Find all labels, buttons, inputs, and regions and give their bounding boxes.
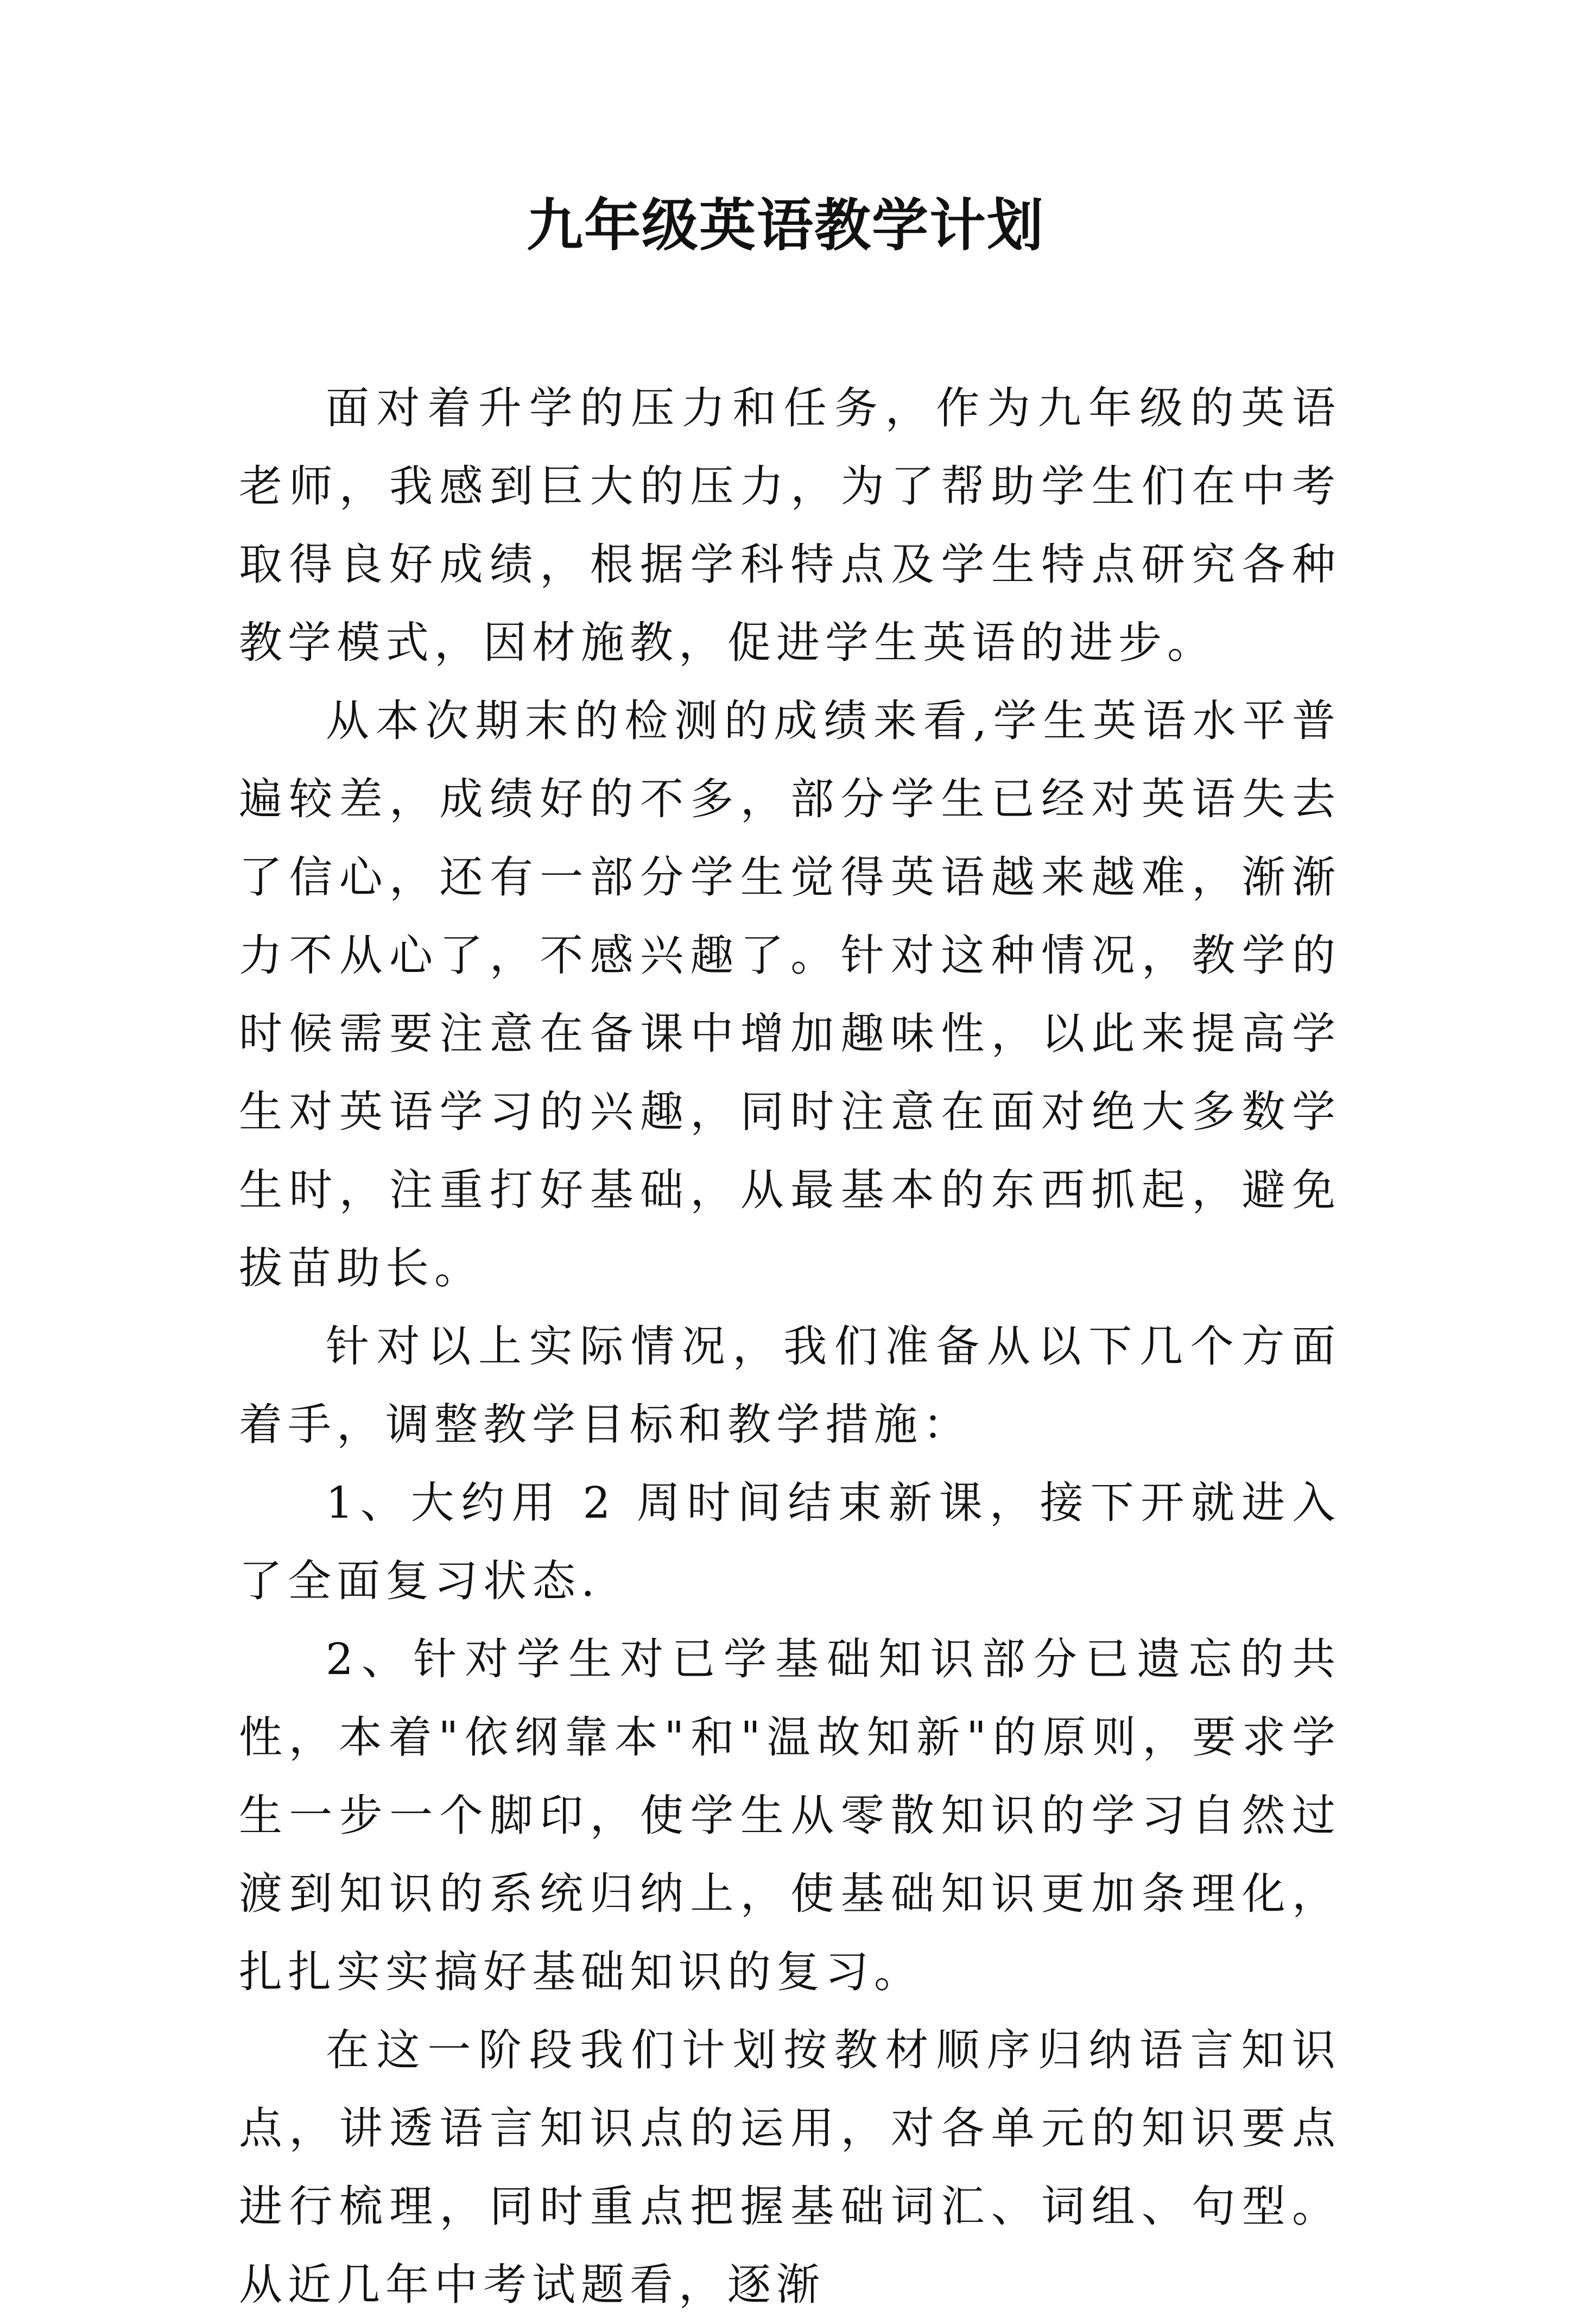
paragraph-review-plan: 在这一阶段我们计划按教材顺序归纳语言知识点，讲透语言知识点的运用，对各单元的知识要点进行梳理，同时重点把握基础词汇、词组、句型。从近几年中考试题看，逐渐 <box>239 2025 1341 2310</box>
paragraph-item-1: 1、大约用 2 周时间结束新课，接下开就进入了全面复习状态. <box>239 1477 1341 1606</box>
document-body <box>239 369 1341 2324</box>
paragraph-intro: 面对着升学的压力和任务，作为九年级的英语老师，我感到巨大的压力，为了帮助学生们在中考取得良好成绩，根据学科特点及学生特点研究各种教学模式，因材施教，促进学生英语的进步。 <box>239 383 1341 668</box>
paragraph-item-2: 2、针对学生对已学基础知识部分已遗忘的共性，本着"依纲靠本"和"温故知新"的原则，要求学生一步一个脚印，使学生从零散知识的学习自然过渡到知识的系统归纳上，使基础知识更加条理化，扎扎实实搞好基础知识的复习。 <box>239 1634 1341 1997</box>
paragraph-exam-analysis: 从本次期末的检测的成绩来看,学生英语水平普遍较差，成绩好的不多，部分学生已经对英语失去了信心，还有一部分学生觉得英语越来越难，渐渐力不从心了，不感兴趣了。针对这种情况，教学的时候需要注意在备课中增加趣味性，以此来提高学生对英语学习的兴趣，同时注意在面对绝大多数学生时，注重打好基础，从最基本的东西抓起，避免拔苗助长。 <box>239 696 1341 1293</box>
document-title: 九年级英语教学计划 <box>526 192 1044 258</box>
paragraph-measures-intro: 针对以上实际情况，我们准备从以下几个方面着手，调整教学目标和教学措施： <box>239 1321 1341 1450</box>
